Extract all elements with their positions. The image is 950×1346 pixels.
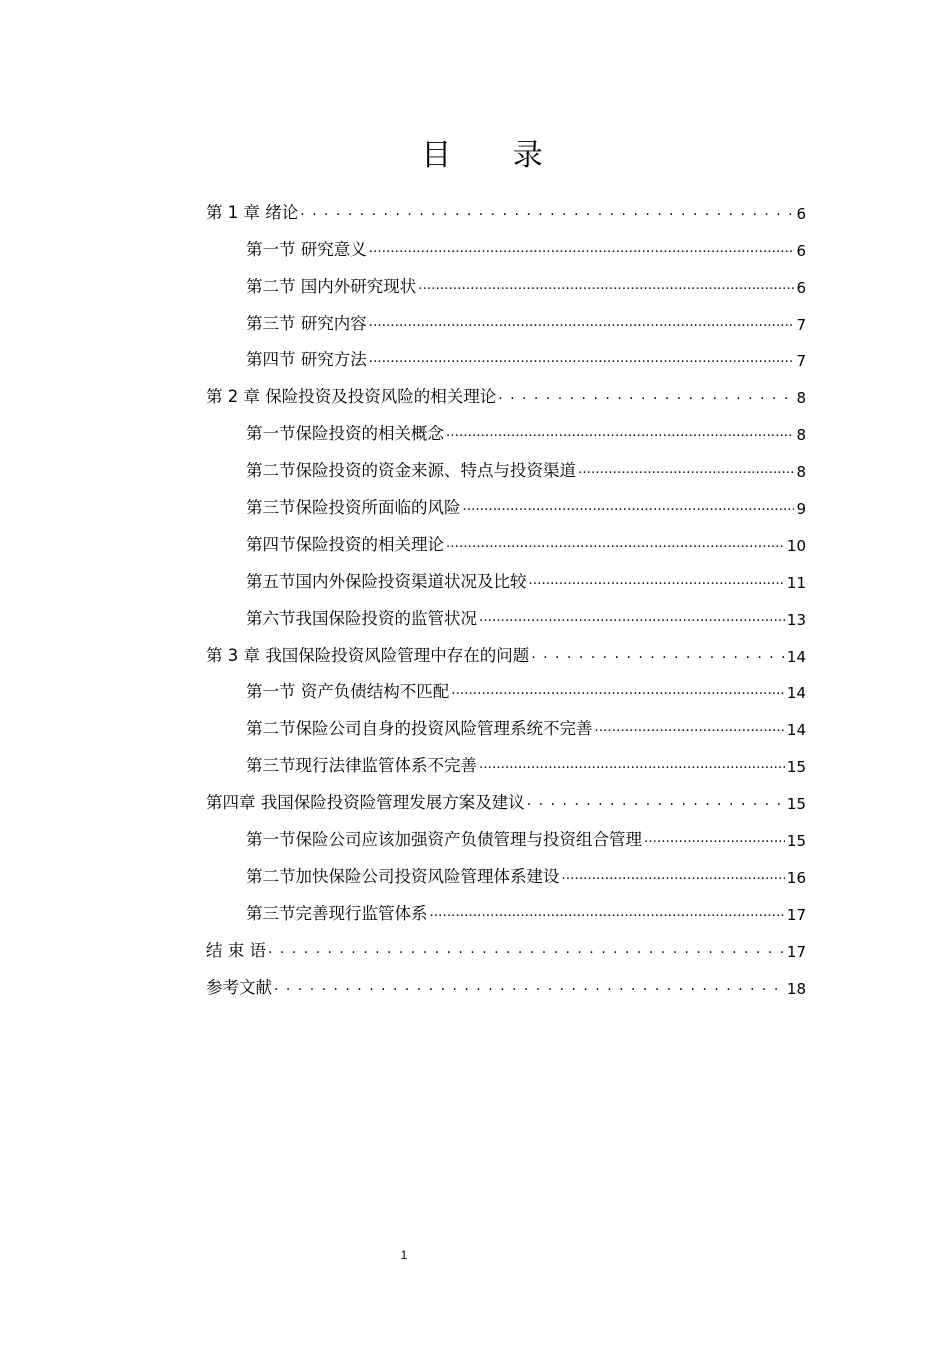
toc-chapter-entry[interactable] [206, 961, 806, 998]
toc-section-entry[interactable] [206, 555, 806, 592]
toc-section-entry[interactable] [206, 666, 806, 703]
dot-leader [498, 389, 794, 403]
toc-entry-page: 8 [796, 389, 806, 408]
dot-leader [644, 832, 785, 846]
toc-section-entry[interactable] [206, 813, 806, 850]
toc-entry-page: 6 [796, 278, 806, 297]
toc-section-entry[interactable] [206, 592, 806, 629]
toc-entry-label: 第 2 章 保险投资及投资风险的相关理论 [206, 387, 497, 407]
toc-entry-label: 第三节保险投资所面临的风险 [246, 498, 461, 518]
toc-section-entry[interactable] [206, 444, 806, 481]
toc-section-entry[interactable] [206, 481, 806, 518]
toc-chapter-entry[interactable] [206, 370, 806, 407]
page-number: 1 [400, 1248, 408, 1262]
toc-entry-label: 第一节保险投资的相关概念 [246, 424, 444, 444]
toc-entry-page: 8 [796, 463, 806, 482]
toc-section-entry[interactable] [206, 223, 806, 260]
toc-entry-label: 第五节国内外保险投资渠道状况及比较 [246, 571, 527, 591]
toc-entry-label: 第四节保险投资的相关理论 [246, 534, 444, 554]
dot-leader [446, 537, 785, 551]
toc-section-entry[interactable] [206, 739, 806, 776]
table-of-contents [206, 186, 806, 998]
toc-entry-page: 14 [786, 721, 806, 740]
toc-entry-page: 11 [786, 573, 806, 592]
toc-entry-label: 第三节现行法律监管体系不完善 [246, 756, 477, 776]
toc-entry-label: 第一节 研究意义 [246, 239, 367, 259]
toc-chapter-entry[interactable] [206, 186, 806, 223]
toc-chapter-entry[interactable] [206, 629, 806, 666]
dot-leader [446, 426, 794, 440]
dot-leader [463, 500, 795, 514]
toc-entry-label: 第四节 研究方法 [246, 350, 367, 370]
dot-leader [595, 721, 785, 735]
toc-entry-page: 17 [786, 942, 806, 961]
toc-entry-label: 第六节我国保险投资的监管状况 [246, 608, 477, 628]
toc-section-entry[interactable] [206, 407, 806, 444]
toc-entry-page: 15 [786, 795, 806, 814]
toc-section-entry[interactable] [206, 702, 806, 739]
toc-entry-page: 9 [796, 500, 806, 519]
dot-leader [578, 463, 794, 477]
toc-entry-label: 第三节 研究内容 [246, 313, 367, 333]
toc-entry-page: 18 [786, 979, 806, 998]
toc-entry-page: 16 [786, 868, 806, 887]
toc-section-entry[interactable] [206, 260, 806, 297]
toc-entry-label: 第四章 我国保险投资险管理发展方案及建议 [206, 793, 525, 813]
toc-entry-label: 第三节完善现行监管体系 [246, 903, 428, 923]
toc-entry-page: 7 [796, 352, 806, 371]
toc-entry-page: 15 [786, 832, 806, 851]
toc-entry-label: 第 1 章 绪论 [206, 202, 299, 222]
dot-leader [268, 943, 785, 957]
toc-entry-page: 6 [796, 241, 806, 260]
toc-entry-page: 13 [786, 610, 806, 629]
dot-leader [527, 795, 785, 809]
toc-section-entry[interactable] [206, 297, 806, 334]
dot-leader [274, 980, 785, 994]
toc-entry-label: 结 束 语 [206, 940, 266, 960]
toc-section-entry[interactable] [206, 850, 806, 887]
toc-entry-label: 第二节 国内外研究现状 [246, 276, 417, 296]
dot-leader [529, 574, 785, 588]
toc-entry-page: 14 [786, 647, 806, 666]
toc-title: 目 录 [421, 138, 569, 173]
toc-section-entry[interactable] [206, 887, 806, 924]
toc-entry-label: 第二节保险公司自身的投资风险管理系统不完善 [246, 719, 593, 739]
dot-leader [479, 611, 785, 625]
toc-entry-label: 第二节加快保险公司投资风险管理体系建设 [246, 866, 560, 886]
toc-entry-label: 第二节保险投资的资金来源、特点与投资渠道 [246, 461, 576, 481]
dot-leader [479, 758, 785, 772]
toc-entry-page: 6 [796, 204, 806, 223]
toc-entry-page: 14 [786, 684, 806, 703]
toc-section-entry[interactable] [206, 518, 806, 555]
toc-entry-label: 参考文献 [206, 977, 272, 997]
dot-leader [369, 352, 795, 366]
dot-leader [562, 869, 785, 883]
dot-leader [531, 648, 785, 662]
dot-leader [451, 684, 785, 698]
toc-chapter-entry[interactable] [206, 924, 806, 961]
toc-entry-page: 17 [786, 905, 806, 924]
toc-entry-label: 第一节 资产负债结构不匹配 [246, 682, 450, 702]
toc-entry-label: 第一节保险公司应该加强资产负债管理与投资组合管理 [246, 830, 642, 850]
dot-leader [418, 279, 794, 293]
toc-entry-page: 8 [796, 426, 806, 445]
toc-section-entry[interactable] [206, 334, 806, 371]
toc-entry-label: 第 3 章 我国保险投资风险管理中存在的问题 [206, 645, 530, 665]
dot-leader [369, 242, 795, 256]
dot-leader [300, 205, 794, 219]
dot-leader [369, 316, 795, 330]
toc-entry-page: 10 [786, 536, 806, 555]
toc-entry-page: 15 [786, 758, 806, 777]
dot-leader [430, 906, 785, 920]
toc-entry-page: 7 [796, 315, 806, 334]
toc-chapter-entry[interactable] [206, 776, 806, 813]
